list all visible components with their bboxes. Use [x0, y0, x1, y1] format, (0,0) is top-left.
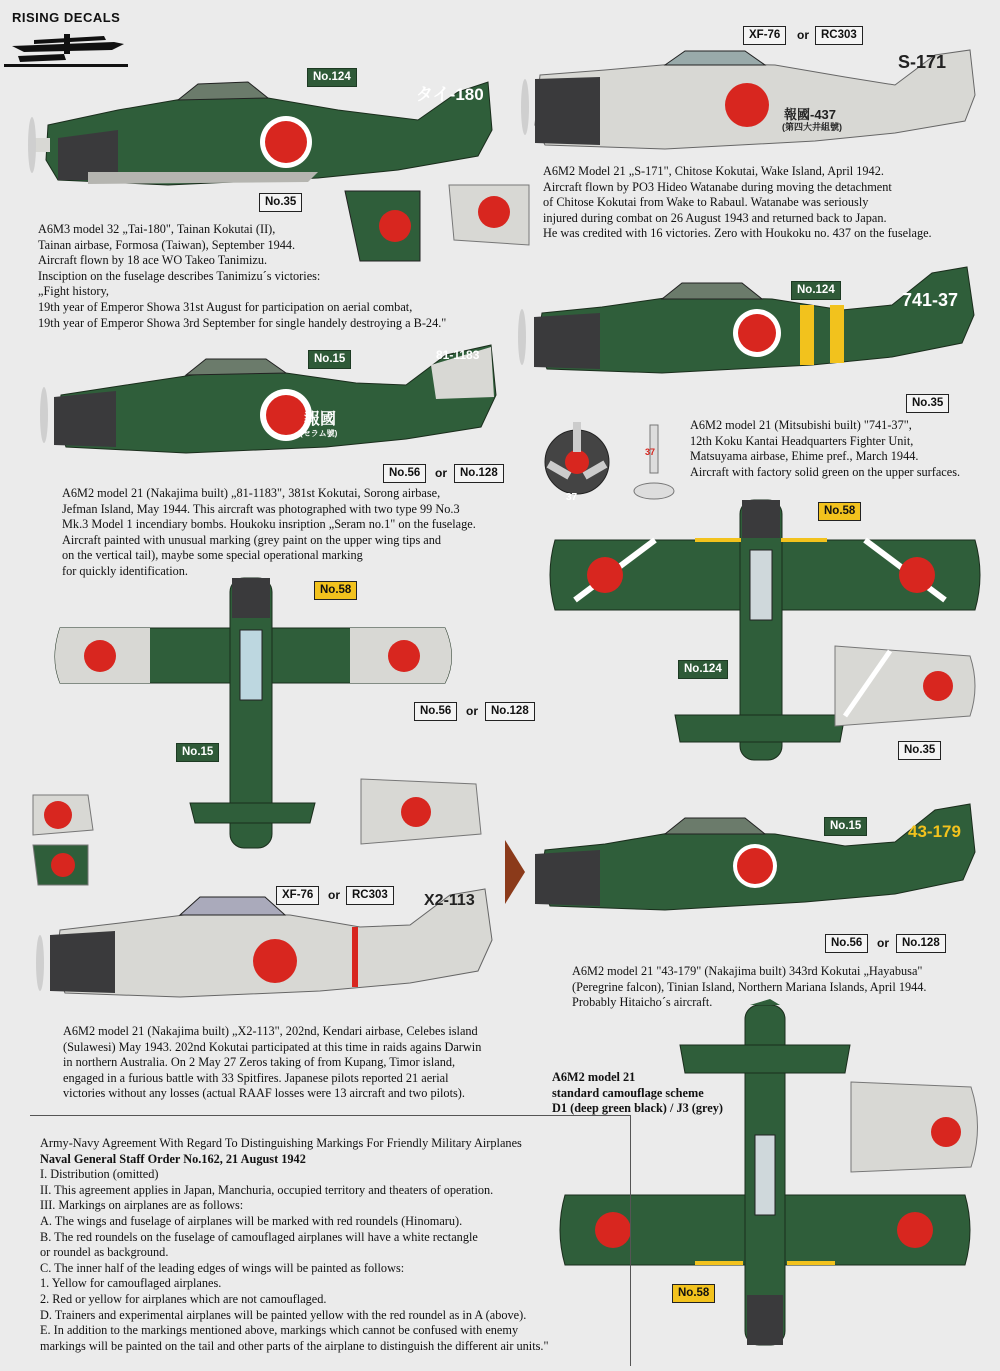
decal-tag-no15: No.15: [176, 743, 219, 762]
decal-tag-no35: No.35: [906, 394, 949, 413]
decal-tag-no15: No.15: [308, 350, 351, 369]
paint-tag-xf76: XF-76: [276, 886, 319, 905]
decal-tag-no124: No.124: [307, 68, 357, 87]
caption-x2-113: A6M2 model 21 (Nakajima built) „X2-113", 202nd, Kendari airbase, Celebes island (Sulawesi) May 1943. 202nd Kokutai participated at this time in raids agains Darwin in northern Australia. On 2 May 27 Zeros taking of from Kupang, Timor island, engaged in a furious battle with 33 Spitfires. Japanese pilots reported 21 aerial victories without any losses (actual RAAF losses were 13 aircraft and two pilots).: [63, 1024, 482, 1101]
wing-tip-detail-2: [356, 774, 486, 854]
houkoku-437-sub: (第四大井組號): [782, 122, 842, 132]
profile-43-179: [505, 800, 985, 930]
caption-s-171: A6M2 Model 21 „S-171", Chitose Kokutai, Wake Island, April 1942. Aircraft flown by PO3 Hideo Watanabe during moving the detachment of Chitose Kokutai from Wake to Rabaul. Watanabe was seriously injured during combat on 26 August 1943 and returned back to Japan. He was credited with 16 victories. Zero with Houkoku no. 437 on the fuselage.: [543, 164, 932, 241]
tail-code: 37: [645, 447, 656, 457]
code-81-1183: 81-1183: [436, 348, 480, 362]
decal-tag-no56: No.56: [825, 934, 868, 953]
decal-tag-no124: No.124: [678, 660, 728, 679]
tail-front-detail: [630, 425, 680, 505]
profile-741-37: [512, 265, 992, 395]
agreement-subtitle: Naval General Staff Order No.162, 21 August 1942: [40, 1151, 306, 1166]
paint-tag-rc303: RC303: [815, 26, 863, 45]
caption-741-37: A6M2 model 21 (Mitsubishi built) "741-37", 12th Koku Kantai Headquarters Fighter Unit, Matsuyama airbase, Ehime pref., March 1944. Aircraft with factory solid green on the upper surfaces.: [690, 418, 961, 479]
decal-tag-no35: No.35: [898, 741, 941, 760]
decal-tag-no58: No.58: [672, 1284, 715, 1303]
wing-grey-detail: [830, 636, 980, 736]
code-741-37: 741-37: [902, 290, 959, 310]
houkoku-kanji: 報國: [304, 411, 337, 428]
agreement-title: Army-Navy Agreement With Regard To Distinguishing Markings For Friendly Military Airplanes: [40, 1136, 522, 1150]
decal-tag-no15: No.15: [824, 817, 867, 836]
cowling-front-detail: [537, 422, 617, 502]
decal-tag-no124: No.124: [791, 281, 841, 300]
or-label: or: [877, 936, 889, 950]
wing-detail: [444, 180, 534, 250]
cowl-code: 37: [566, 492, 578, 503]
caption-43-179: A6M2 model 21 "43-179" (Nakajima built) 343rd Kokutai „Hayabusa" (Peregrine falcon), Tinian Island, Northern Mariana Islands, April 1944. Probably Hitaicho´s aircraft.: [572, 964, 927, 1010]
decal-tag-no56: No.56: [383, 464, 426, 483]
decal-tag-no128: No.128: [896, 934, 946, 953]
agreement-text: Army-Navy Agreement With Regard To Distinguishing Markings For Friendly Military Airplanes Naval General Staff Order No.162, 21 August 1942 I. Distribution (omitted) II. This agreement applies in Japan, Manchuria, occupied territory and theaters of operation. III. Markings on airplanes are as follows: A. The wings and fuselage of airplanes will be marked with red roundels (Hinomaru). B. The red roundels on the fuselage of camouflaged airplanes will have a white rectangle or roundel as background. C. The inner half of the leading edges of wings will be painted as follows: 1. Yellow for camouflaged airplanes. 2. Red or yellow for airplanes which are not camouflaged. D. Trainers and experimental airplanes will be painted yellow with the red roundel as in A (above). E. In addition to the markings mentioned above, markings which cannot be confused with enemy markings will be painted on the tail and other parts of the airplane to distinguish the different air units.": [40, 1136, 549, 1353]
code-s-171: S-171: [898, 52, 947, 72]
paint-tag-xf76: XF-76: [743, 26, 786, 45]
or-label: or: [328, 888, 340, 902]
paint-tag-rc303: RC303: [346, 886, 394, 905]
decal-tag-no128: No.128: [485, 702, 535, 721]
code-43-179: 43-179: [908, 822, 961, 841]
decal-tag-no56: No.56: [414, 702, 457, 721]
code-tai-180: タイ-180: [416, 85, 484, 104]
houkoku-437: 報國-437: [784, 107, 837, 122]
decal-tag-no58: No.58: [818, 502, 861, 521]
or-label: or: [797, 28, 809, 42]
caption-81-1183: A6M2 model 21 (Nakajima built) „81-1183", 381st Kokutai, Sorong airbase, Jefman Island, May 1944. This aircraft was photographed with two type 99 No.3 Mk.3 Model 1 incendiary bombs. Houkoku insription „Seram no.1" on the fuselage. Aircraft painted with unusual marking (grey paint on the upper wing tips and on the vertical tail), maybe some special operational marking for quickly identification.: [62, 486, 476, 578]
decal-tag-no35: No.35: [259, 193, 302, 212]
logo-text: RISING DECALS: [12, 10, 121, 25]
code-x2-113: X2-113: [424, 892, 475, 909]
wing-tip-detail: [28, 790, 98, 890]
or-label: or: [466, 704, 478, 718]
seram-sub: (セラム號): [300, 429, 338, 438]
decal-tag-no128: No.128: [454, 464, 504, 483]
or-label: or: [435, 466, 447, 480]
decal-tag-no58: No.58: [314, 581, 357, 600]
wing-underside-detail: [846, 1072, 986, 1182]
caption-tai-180: A6M3 model 32 „Tai-180", Tainan Kokutai (II), Tainan airbase, Formosa (Taiwan), September 1944. Aircraft flown by 18 ace WO Takeo Tanimizu. Insciption on the fuselage describes Tanimizu´s victories: „Fight history, 19th year of Emperor Showa 31st August for participation on aerial combat, 19th year of Emperor Showa 3rd September for single handely destroying a B-24.": [38, 222, 447, 330]
caption-standard-scheme: A6M2 model 21 standard camouflage scheme D1 (deep green black) / J3 (grey): [552, 1070, 723, 1116]
